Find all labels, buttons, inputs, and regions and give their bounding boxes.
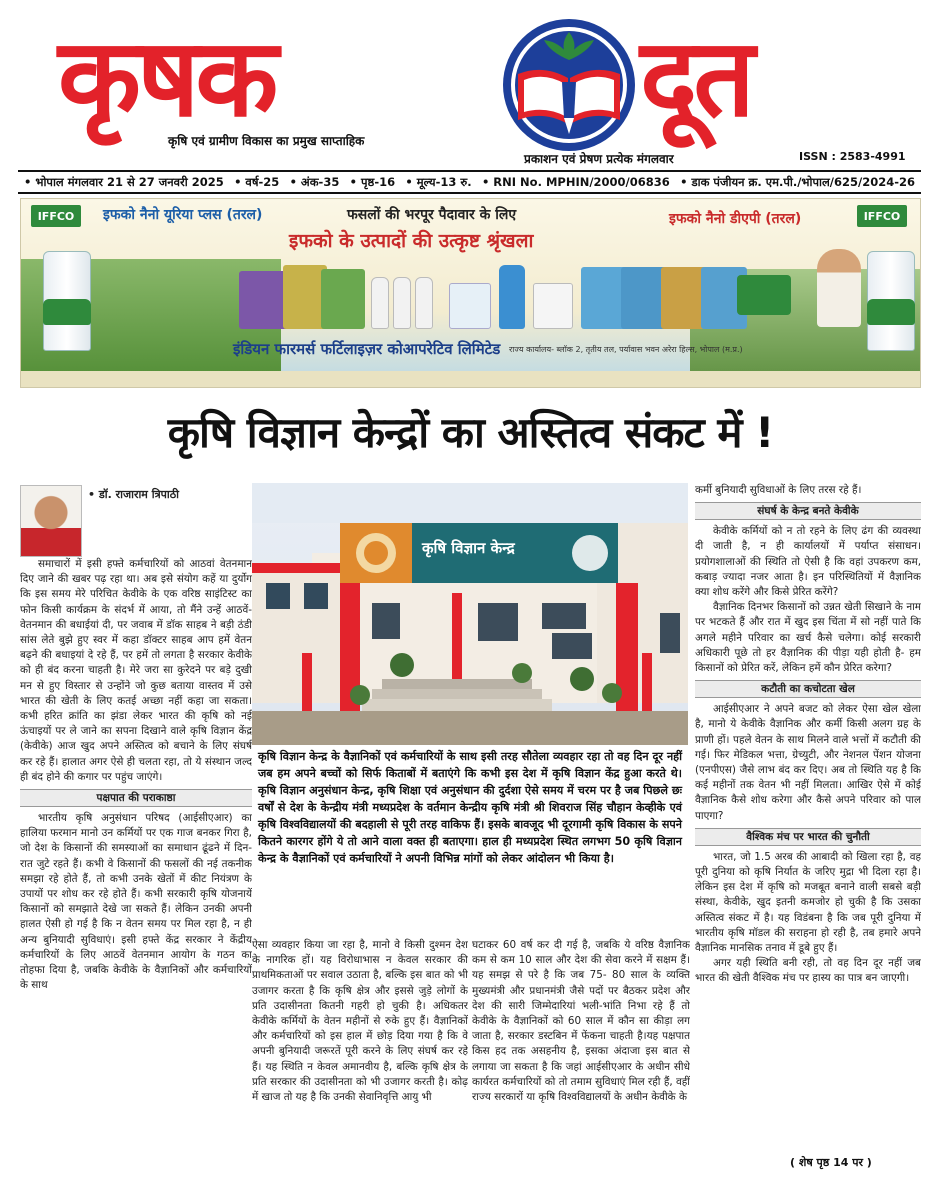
article-column-mid-2 [472, 938, 690, 1105]
publication-schedule: प्रकाशन एवं प्रेषण प्रत्येक मंगलवार [524, 152, 674, 166]
masthead-title-right: दूत [640, 15, 751, 141]
article-paragraph: वैज्ञानिक दिनभर किसानों को उन्नत खेती सिखाने के नाम पर भटकते हैं और रात में खुद इस चिंता में सो नहीं पाते कि अगले महीने परिवार का खर्च कैसे चलेगा। कोई सरकारी अधिकारी पूछे तो हर वैज्ञानिक की पीड़ा यही होती है- हम किसानों को प्रेरित करें, लेकिन हमें कौन प्रेरित करेगा? [695, 601, 921, 675]
author-photo [20, 485, 82, 557]
rni-number: • RNI No. MPHIN/2000/06836 [481, 175, 670, 189]
ad-contact-strip [21, 371, 920, 387]
drone-badge-icon [737, 275, 791, 315]
masthead [0, 0, 939, 170]
article-paragraph: केवीके कर्मियों को न तो रहने के लिए ढंग की व्यवस्था दी जाती है, न ही कार्यालयों में पर्याप्त संसाधन। प्रयोगशालाओं की स्थिति तो ऐसी है कि वहां उपकरण कम, कबाड़ ज्यादा नजर आता है। इन परिस्थितियों में वैज्ञानिक क्या शोध करेंगे और किसे प्रेरित करेंगे? [695, 525, 921, 599]
page-count: • पृष्ठ-16 [349, 174, 396, 189]
newspaper-logo-icon [498, 12, 640, 158]
farmer-figure-icon [817, 249, 861, 327]
small-bottle-icon [415, 277, 433, 329]
photo-caption: कृषि विज्ञान केन्द्र के वैज्ञानिकों एवं कर्मचारियों के साथ इसी तरह सौतेला व्यवहार रहा तो वह दिन दूर नहीं जब हम अपने बच्चों को सिर्फ किताबों में बताएंगे कि कभी इस देश में कृषि विज्ञान केंद्र हुआ करते थे। कृषि विज्ञान अनुसंधान केन्द्र, कृषि शिक्षा एवं अनुसंधान की दुर्दशा ऐसे समय में चरम पर है जब पिछले छः वर्षों से देश के केन्द्रीय मंत्री मध्यप्रदेश के वर्तमान केन्द्रीय कृषि मंत्री श्री शिवराज सिंह चौहान केव्हीके एवं कृषि विश्वविद्यालयों की बदहाली से पूरी तरह वाकिफ हैं। इसके बावजूद भी दूरगामी कृषि विकास के सपने कितने कारगर होंगे ये तो आने वाला वक्त ही बताएगा। हाल ही मध्यप्रदेश स्थित लगभग 50 कृषि विज्ञान केन्द्र के वैज्ञानिकों एवं कर्मचारियों ने अपनी विभिन्न मांगों को लेकर आंदोलन भी किया है। [252, 745, 688, 935]
section-subhead: कटौती का कचोटता खेल [695, 680, 921, 698]
article-paragraph: ऐसा व्यवहार किया जा रहा है, मानो वे किसी दुश्मन देश के नागरिक हों। यह विरोधाभास न केवल सरकार की प्राथमिकताओं पर सवाल उठाता है, बल्कि इस बात को भी उजागर करता है कि कृषि क्षेत्र और इससे जुड़े लोगों के प्रति उदासीनता कितनी गहरी हो चुकी है। अधिकतर केवीके कर्मियों के वेतन महीनों से रुके हुए हैं। वैज्ञानिकों और कर्मचारियों को इस हाल में छोड़ दिया गया है कि वे अपनी बुनियादी जरूरतें पूरी करने के लिए संघर्ष कर रहे हैं। यह स्थिति न केवल अमानवीय है, बल्कि कृषि क्षेत्र के प्रति सरकार की उदासीनता को भी उजागर करती है। कोढ़ में खाज तो यह है कि उनकी सेवानिवृत्ति आयु भी [252, 939, 468, 1104]
ad-product-right: इफको नैनो डीएपी (तरल) [669, 211, 802, 227]
issue-date: • भोपाल मंगलवार 21 से 27 जनवरी 2025 [24, 174, 224, 189]
ad-address: राज्य कार्यालय- ब्लॉक 2, तृतीय तल, पर्यावास भवन अरेरा हिल्स, भोपाल (म.प्र.) [509, 345, 743, 354]
issue-price: • मूल्य-13 रु. [405, 174, 472, 189]
ad-headline-small: फसलों की भरपूर पैदावार के लिए [347, 207, 517, 223]
article-paragraph: अगर यही स्थिति बनी रही, तो वह दिन दूर नहीं जब भारत की खेती वैश्विक मंच पर हास्य का पात्र बन जाएगी। [695, 957, 921, 985]
iffco-logo-icon: IFFCO [857, 205, 907, 227]
kvk-building-illustration [252, 483, 688, 745]
issn-number: ISSN : 2583-4991 [799, 150, 906, 163]
masthead-tagline: कृषि एवं ग्रामीण विकास का प्रमुख साप्ताहिक [168, 134, 365, 148]
author-byline: • डॉ. राजाराम त्रिपाठी [88, 488, 179, 501]
fertilizer-pack-icon [321, 269, 365, 329]
fertilizer-pack-icon [449, 283, 491, 329]
article-paragraph: भारत, जो 1.5 अरब की आबादी को खिला रहा है, वह पूरी दुनिया को कृषि निर्यात के जरिए मुद्रा भी दिला रहा है। लेकिन इस देश में कृषि को मजबूत बनाने वाली सबसे बड़ी संस्था, केवीके, खुद इतनी कमजोर हो चुकी है कि उसका अस्तित्व संकट में है। यह विडंबना है कि जब पूरी दुनिया में भारतीय कृषि मॉडल की सराहना हो रही है, तब हमारे अपने वैज्ञानिक मानसिक तनाव में डूबे हुए हैं। [695, 850, 921, 955]
ad-company-name: इंडियन फारमर्स फर्टिलाइज़र कोआपरेटिव लिमिटेड [233, 340, 501, 358]
liquid-bottle-icon [499, 265, 525, 329]
main-headline: कृषि विज्ञान केन्द्रों का अस्तित्व संकट में ! [167, 408, 774, 457]
section-subhead: वैश्विक मंच पर भारत की चुनौती [695, 828, 921, 846]
fertilizer-pack-icon [239, 271, 289, 329]
section-subhead: पक्षपात की पराकाष्ठा [20, 789, 252, 807]
small-bottle-icon [371, 277, 389, 329]
small-bottle-icon [393, 277, 411, 329]
fertilizer-pack-icon [533, 283, 573, 329]
issue-number: • अंक-35 [289, 174, 340, 189]
article-paragraph: घटाकर 60 वर्ष कर दी गई है, जबकि ये वरिष्ठ वैज्ञानिक कम से कम 10 साल और देश की सेवा करने में सक्षम हैं। यह समझ से परे है कि जब 75- 80 साल के व्यक्ति मुख्यमंत्री और प्रधानमंत्री जैसे पदों पर बैठकर प्रदेश और देश की सारी जिम्मेदारियां भली-भांति निभा रहे हैं तो केवीके के वैज्ञानिकों को 60 साल में कौन सा कीड़ा लग जाता है, सरकार डस्टबिन में फेंकना चाहती है।यह पक्षपात किस हद तक असहनीय है, इसका अंदाजा इस बात से लगाया जा सकता है कि जहां आईसीएआर के अधीन सीधे कार्यरत कर्मचारियों को तो तमाम सुविधाएं मिल रही हैं, वहीं राज्य सरकारों या कृषि विश्वविद्यालयों के अधीन केवीके के [472, 939, 690, 1104]
ad-headline-big: इफको के उत्पादों की उत्कृष्ट श्रृंखला [289, 230, 534, 252]
article-column-mid-1 [252, 938, 468, 1105]
ad-product-left: इफको नैनो यूरिया प्लस (तरल) [103, 207, 263, 223]
postal-registration: • डाक पंजीयन क्र. एम.पी./भोपाल/625/2024-26 [680, 174, 915, 189]
article-column-right [695, 483, 921, 987]
section-subhead: संघर्ष के केन्द्र बनते केवीके [695, 502, 921, 520]
iffco-advertisement [20, 198, 921, 388]
article-paragraph: कर्मी बुनियादी सुविधाओं के लिए तरस रहे हैं। [695, 484, 862, 496]
article-paragraph: आईसीएआर ने अपने बजट को लेकर ऐसा खेल खेला है, मानो ये केवीके वैज्ञानिक और कर्मी किसी अलग ग्रह के प्राणी हों। पहले वेतन के साथ मिलने वाले भत्तों में कटौती की गई। फिर मेडिकल भत्ता, ग्रेच्युटी, और नेशनल पेंशन योजना (एनपीएस) जैसे लाभ बंद कर दिए। अब तो स्थिति यह है कि कई महीनों तक वेतन भी नहीं मिलता। आखिर ऐसे में कोई वैज्ञानिक कैसे शोध करेगा और कैसे अपने परिवार को पाल पाएगा? [695, 703, 921, 822]
issue-year: • वर्ष-25 [234, 174, 280, 189]
dateline-bar [18, 170, 921, 194]
iffco-logo-icon: IFFCO [31, 205, 81, 227]
bottle-label-icon [43, 299, 91, 325]
article-column-left [20, 485, 252, 993]
continued-on-page-link[interactable]: ( शेष पृष्ठ 14 पर ) [790, 1156, 872, 1169]
masthead-title-left: कृषक [58, 15, 275, 141]
article-paragraph: समाचारों में इसी हफ्ते कर्मचारियों को आठवां वेतनमान दिए जाने की खबर पढ़ रहा था। अब इसे संयोग कहें या दुर्योग कि इस समय मेरे परिचित केवीके के एक वरिष्ठ साइंटिस्ट का फोन किसी कार्यक्रम के संदर्भ में आया, तो मैंने उन्हें आठवें-वेतनमान की बधाईयां दी, पर जवाब में डॉक साहब ने बड़ी ठंडी सांस लेते बुझे हुए स्वर में कहा डॉक्टर साहब आप हमें वेतन बढ़ने की बधाइयां दे रहे हैं, पर हमें तो लगता है सरकार केवीके को ही बंद करना चाहती है। मेरे जरा सा कुरेदने पर बड़े दुखी मन से हुए विस्तार से उन्होंने जो कुछ बताया वास्तव में उसे भारत की खेती के लिए कतई अच्छा नहीं कहा जा सकता। कभी हरित क्रांति का झंडा लेकर भारत की कृषि को नई ऊंचाइयों पर ले जाने का सपना दिखाने वाले कृषि विज्ञान केंद्र (केवीके) आज खुद अपने अस्तित्व को बचाने के लिए संघर्ष कर रहे हैं। हालात अगर ऐसे ही चलता रहा, तो ये संस्थान जल्द ही बंद होने की कगार पर पहुंच जाएंगे। [20, 558, 252, 783]
building-sign-text: कृषि विज्ञान केन्द्र [422, 539, 515, 557]
kvk-building-photo [252, 483, 688, 745]
article-paragraph: भारतीय कृषि अनुसंधान परिषद (आईसीएआर) का हालिया फरमान मानो उन कर्मियों पर एक गाज बनकर गिरा है, जो देश के किसानों की समस्याओं का समाधान ढूंढने में दिन-रात जुटे रहते हैं। कभी वे किसानों की फसलों की नई तकनीक समझा रहे होते हैं, तो कभी उनके खेतों में कीट नियंत्रण के उपायों पर शोध कर रहे होते हैं। कभी सरकारी कृषि योजनायें किसानों को समझाते देखे जा सकते हैं। लेकिन उनकी अपनी हालत ऐसी हो गई है कि न वेतन समय पर मिल रहा है, न ही अन्य बुनियादी सुविधाएं। इसी हफ्ते केंद्र सरकार ने केंद्रीय कर्मचारियों के लिए आठवें वेतनमान आयोग के गठन का तोहफा दिया है, जबकि केवीके के वैज्ञानिकों और कर्मचारियों के साथ [20, 812, 252, 992]
bottle-label-icon [867, 299, 915, 325]
